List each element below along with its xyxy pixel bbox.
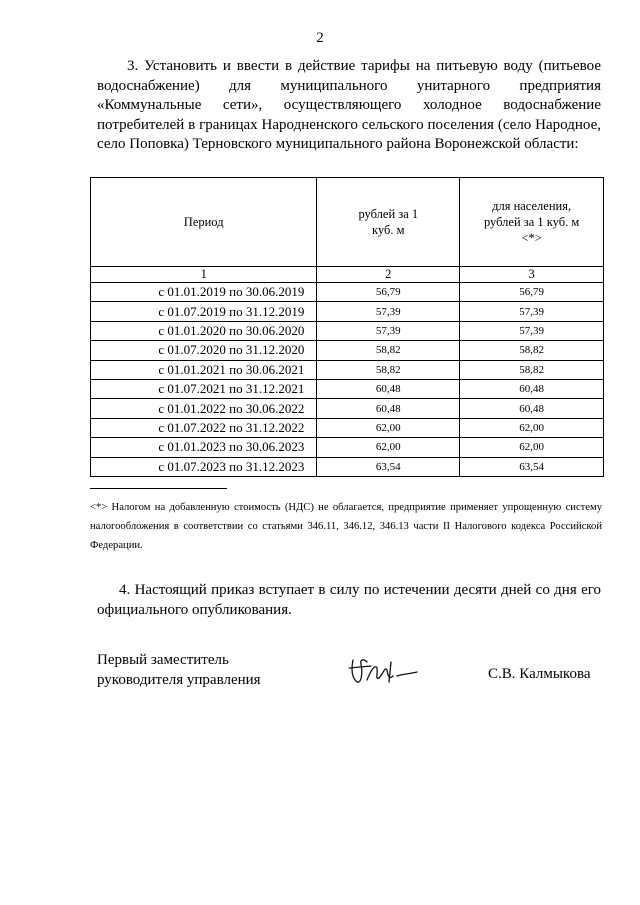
signatory-name: С.В. Калмыкова <box>488 666 591 682</box>
table-row <box>91 438 604 457</box>
table-row <box>91 302 604 321</box>
footnote: <*> Налогом на добавленную стоимость (НДС) не облагается, предприятие применяет упрощенную систему налогообложения в соответствии со статьями 346.11, 346.12, 346.13 части II Налогового кодекса Российской Федерации. <box>90 502 602 551</box>
paragraph-3-text: 3. Установить и ввести в действие тарифы на питьевую воду (питьевое водоснабжение) для муниципального унитарного предприятия «Коммунальные сети», осуществляющего холодное водоснабжение потребителей в границах Народненского сельского поселения (село Народное, село Поповка) Терновского муниципального района Воронежской области: <box>97 58 601 152</box>
table-row <box>91 321 604 340</box>
table-row <box>91 341 604 360</box>
table-row <box>91 399 604 418</box>
row-period: с 01.01.2022 по 30.06.2022 <box>91 399 317 418</box>
row-rate: 58,82 <box>317 360 460 379</box>
row-period: с 01.01.2023 по 30.06.2023 <box>91 438 317 457</box>
row-population-rate: 60,48 <box>460 379 604 398</box>
row-rate: 57,39 <box>317 321 460 340</box>
row-period: с 01.07.2019 по 31.12.2019 <box>91 302 317 321</box>
row-period: с 01.07.2020 по 31.12.2020 <box>91 341 317 360</box>
row-population-rate: 60,48 <box>460 399 604 418</box>
row-population-rate: 62,00 <box>460 418 604 437</box>
row-population-rate: 58,82 <box>460 341 604 360</box>
row-population-rate: 57,39 <box>460 302 604 321</box>
handwritten-signature <box>345 650 425 690</box>
row-rate: 63,54 <box>317 457 460 476</box>
row-population-rate: 62,00 <box>460 438 604 457</box>
row-population-rate: 63,54 <box>460 457 604 476</box>
row-rate: 56,79 <box>317 283 460 302</box>
row-period: с 01.01.2021 по 30.06.2021 <box>91 360 317 379</box>
row-rate: 60,48 <box>317 379 460 398</box>
row-rate: 62,00 <box>317 418 460 437</box>
column-number: 1 <box>91 267 317 283</box>
table-row <box>91 360 604 379</box>
row-population-rate: 58,82 <box>460 360 604 379</box>
row-population-rate: 57,39 <box>460 321 604 340</box>
table-row <box>91 283 604 302</box>
header-rate: рублей за 1 куб. м <box>317 178 460 267</box>
paragraph-3 <box>97 57 601 155</box>
row-rate: 62,00 <box>317 438 460 457</box>
row-rate: 60,48 <box>317 399 460 418</box>
row-rate: 57,39 <box>317 302 460 321</box>
row-period: с 01.01.2020 по 30.06.2020 <box>91 321 317 340</box>
row-period: с 01.01.2019 по 30.06.2019 <box>91 283 317 302</box>
signatory-title-line: Первый заместитель <box>97 652 229 668</box>
header-period: Период <box>91 178 317 267</box>
column-number: 3 <box>460 267 604 283</box>
row-population-rate: 56,79 <box>460 283 604 302</box>
footnote-divider <box>90 488 227 489</box>
column-number: 2 <box>317 267 460 283</box>
table-row <box>91 379 604 398</box>
column-number-row <box>91 267 604 283</box>
tariff-table <box>90 177 604 477</box>
table-header-row <box>91 178 604 267</box>
page-number: 2 <box>316 30 324 46</box>
paragraph-4 <box>97 580 601 620</box>
table-row <box>91 418 604 437</box>
paragraph-4-text: 4. Настоящий приказ вступает в силу по истечении десяти дней со дня его официального опубликования. <box>97 582 601 618</box>
signatory-title-line: руководителя управления <box>97 672 261 688</box>
signatory-title <box>97 650 261 690</box>
row-period: с 01.07.2023 по 31.12.2023 <box>91 457 317 476</box>
header-population-rate: для населения, рублей за 1 куб. м <*> <box>460 178 604 267</box>
table-row <box>91 457 604 476</box>
row-rate: 58,82 <box>317 341 460 360</box>
row-period: с 01.07.2021 по 31.12.2021 <box>91 379 317 398</box>
row-period: с 01.07.2022 по 31.12.2022 <box>91 418 317 437</box>
